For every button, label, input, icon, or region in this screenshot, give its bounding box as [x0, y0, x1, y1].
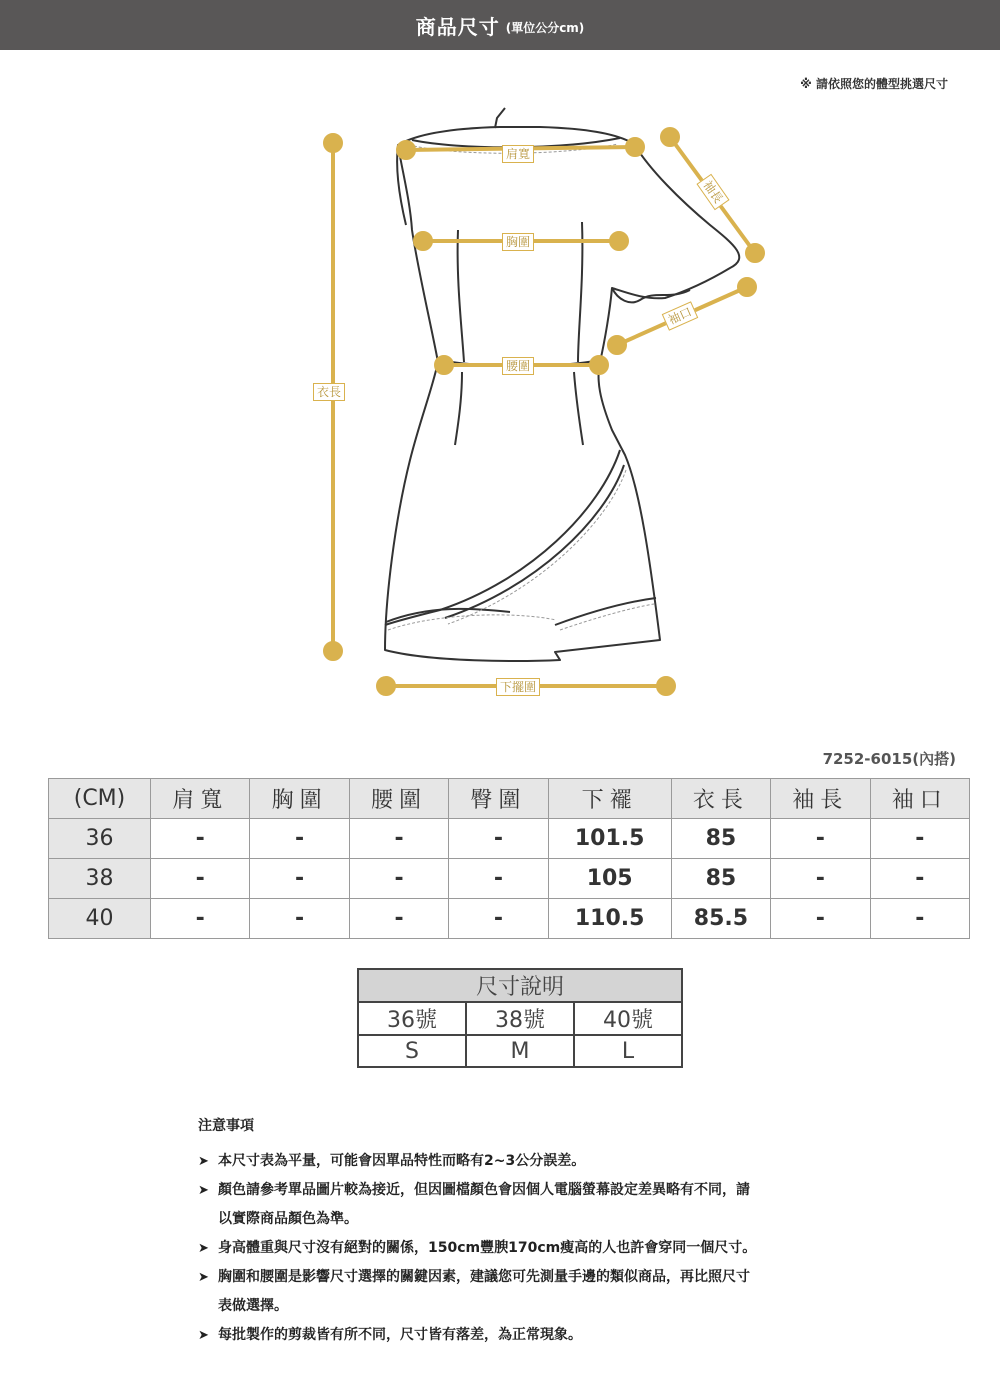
- value-cell: 110.5: [548, 899, 671, 939]
- value-cell: 85.5: [671, 899, 770, 939]
- header-sleeve-length: 袖長: [771, 779, 870, 819]
- corner-cell: (CM): [49, 779, 151, 819]
- list-item-continued: 表做選擇。: [218, 1298, 288, 1314]
- value-cell: 105: [548, 859, 671, 899]
- length-label: 衣長: [313, 383, 345, 401]
- value-cell: -: [250, 819, 349, 859]
- size-cell: 40: [49, 899, 151, 939]
- size-table-header: [49, 779, 970, 819]
- header-hip: 臀圍: [449, 779, 548, 819]
- arrow-icon: ➤: [198, 1154, 209, 1169]
- value-cell: -: [349, 899, 448, 939]
- value-cell: -: [771, 819, 870, 859]
- table-row: [358, 1002, 682, 1035]
- value-cell: -: [449, 859, 548, 899]
- hem-label: 下擺圍: [496, 678, 540, 696]
- dress-illustration: [0, 95, 1000, 705]
- header-cuff: 袖口: [870, 779, 969, 819]
- unit-label: (單位公分cm): [505, 20, 585, 35]
- list-item: ➤ 顏色請參考單品圖片較為接近，但因圖檔顏色會因個人電腦螢幕設定差異略有不同，請: [198, 1176, 756, 1205]
- value-cell: -: [449, 819, 548, 859]
- value-cell: -: [250, 899, 349, 939]
- arrow-icon: ➤: [198, 1241, 209, 1256]
- arrow-icon: ➤: [198, 1183, 209, 1198]
- list-item-continued: 以實際商品顏色為準。: [218, 1211, 358, 1227]
- value-cell: 101.5: [548, 819, 671, 859]
- shoulder-label: 肩寬: [502, 145, 534, 163]
- value-cell: 85: [671, 859, 770, 899]
- size-advice-note: ※ 請依照您的體型挑選尺寸: [800, 77, 948, 91]
- value-cell: -: [771, 899, 870, 939]
- value-cell: -: [151, 899, 250, 939]
- product-code: 7252-6015(內搭): [822, 750, 956, 768]
- arrow-icon: ➤: [198, 1270, 209, 1285]
- header-length: 衣長: [671, 779, 770, 819]
- size-number-cell: 40號: [574, 1002, 682, 1035]
- measurement-diagram: [0, 95, 1000, 709]
- value-cell: 85: [671, 819, 770, 859]
- value-cell: -: [771, 859, 870, 899]
- page-header: [0, 0, 1000, 50]
- notes-title: 注意事項: [198, 1118, 254, 1134]
- table-row: [49, 899, 970, 939]
- table-row: [49, 819, 970, 859]
- table-row: [358, 1035, 682, 1067]
- header-chest: 胸圍: [250, 779, 349, 819]
- value-cell: -: [870, 899, 969, 939]
- size-cell: 38: [49, 859, 151, 899]
- header-waist: 腰圍: [349, 779, 448, 819]
- sleeve-length-label: 袖長: [696, 174, 729, 211]
- cuff-label: 袖口: [662, 301, 699, 330]
- table-row: [49, 859, 970, 899]
- chest-label: 胸圍: [502, 233, 534, 251]
- list-item: ➤ 本尺寸表為平量，可能會因單品特性而略有2~3公分誤差。: [198, 1147, 756, 1176]
- list-item: ➤ 身高體重與尺寸沒有絕對的關係，150cm豐腴170cm瘦高的人也許會穿同一個尺寸。: [198, 1234, 756, 1263]
- value-cell: -: [449, 899, 548, 939]
- value-cell: -: [870, 819, 969, 859]
- value-cell: -: [349, 859, 448, 899]
- waist-label: 腰圍: [502, 357, 534, 375]
- value-cell: -: [870, 859, 969, 899]
- arrow-icon: ➤: [198, 1328, 209, 1343]
- size-table: [48, 778, 970, 939]
- conversion-title: 尺寸說明: [358, 969, 682, 1002]
- size-letter-cell: S: [358, 1035, 466, 1067]
- size-letter-cell: L: [574, 1035, 682, 1067]
- page-title: 商品尺寸: [415, 14, 500, 39]
- size-letter-cell: M: [466, 1035, 574, 1067]
- header-shoulder: 肩寬: [151, 779, 250, 819]
- size-cell: 36: [49, 819, 151, 859]
- size-number-cell: 38號: [466, 1002, 574, 1035]
- list-item: ➤ 每批製作的剪裁皆有所不同，尺寸皆有落差，為正常現象。: [198, 1321, 756, 1350]
- list-item: ➤ 胸圍和腰圍是影響尺寸選擇的關鍵因素，建議您可先測量手邊的類似商品，再比照尺寸: [198, 1263, 756, 1292]
- header-hem: 下襬: [548, 779, 671, 819]
- notes-section: [198, 1115, 756, 1350]
- size-conversion-table: [357, 968, 683, 1068]
- value-cell: -: [250, 859, 349, 899]
- value-cell: -: [151, 859, 250, 899]
- value-cell: -: [151, 819, 250, 859]
- value-cell: -: [349, 819, 448, 859]
- size-number-cell: 36號: [358, 1002, 466, 1035]
